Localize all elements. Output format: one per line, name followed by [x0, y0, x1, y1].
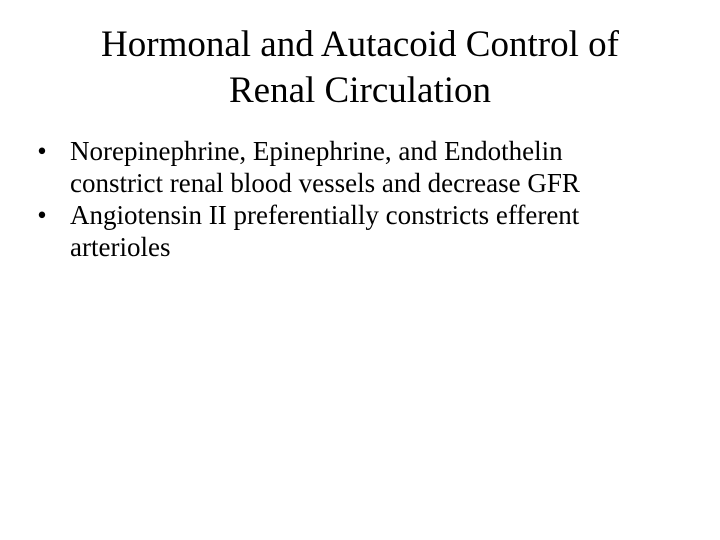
bullet-1-line-1: Norepinephrine, Epinephrine, and Endothelin [70, 136, 563, 166]
bullet-icon: • [37, 136, 47, 166]
bullet-item-1 [32, 135, 702, 199]
bullet-text-1 [70, 135, 702, 199]
bullet-2-line-2: arterioles [70, 232, 171, 262]
bullet-text-2 [70, 199, 702, 263]
bullet-2-line-1: Angiotensin II preferentially constricts efferent [70, 200, 580, 230]
bullet-item-2 [32, 199, 702, 263]
slide-title-line-1: Hormonal and Autacoid Control of [101, 24, 619, 65]
bullet-icon: • [37, 200, 47, 230]
slide-title [40, 22, 680, 114]
bullet-list [32, 135, 702, 263]
bullet-1-line-2: constrict renal blood vessels and decrease GFR [70, 168, 580, 198]
slide-title-line-2: Renal Circulation [228, 70, 492, 111]
